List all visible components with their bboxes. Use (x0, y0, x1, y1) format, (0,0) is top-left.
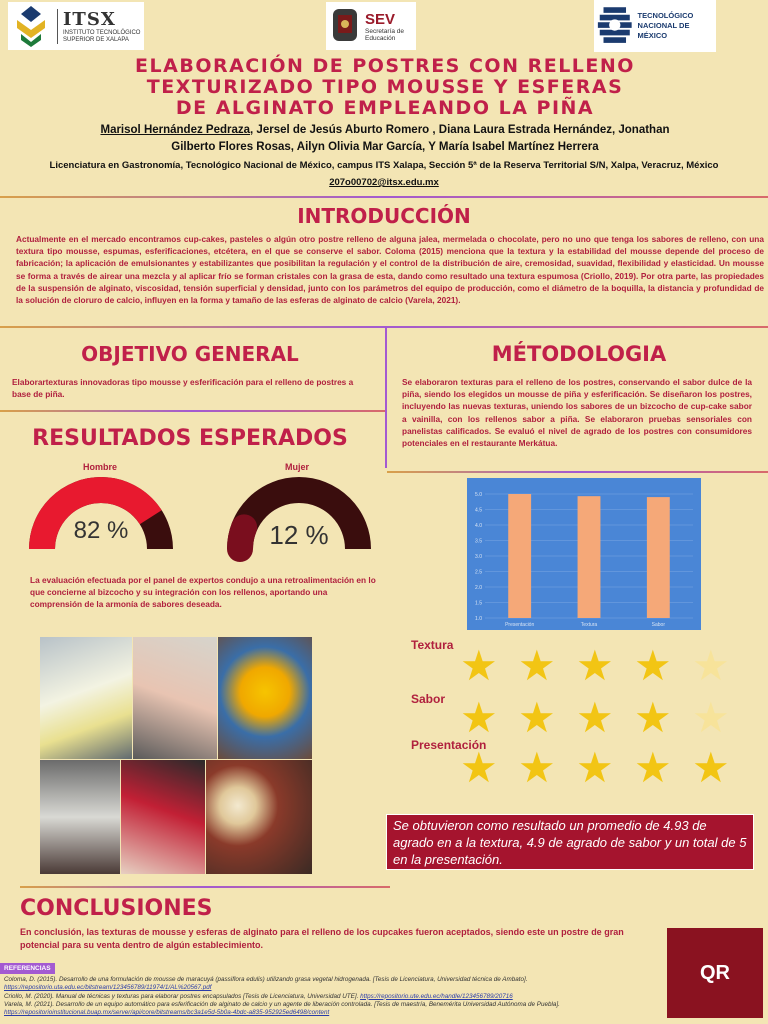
reference-link[interactable]: https://repositorio.ute.edu.ec/handle/123456789/20716 (360, 992, 513, 1000)
star-icon: ★ (518, 697, 556, 739)
x-tick-label: Presentación (505, 622, 535, 628)
title-line-1: ELABORACIÓN DE POSTRES CON RELLENO (135, 55, 635, 77)
reference-item (4, 993, 664, 1001)
tecnm-line1: TECNOLÓGICO (637, 11, 694, 20)
y-tick-label: 1.0 (475, 616, 482, 622)
gauge-value-mujer: 12 % (269, 520, 329, 550)
star-icon: ★ (576, 747, 614, 789)
star-icon: ★ (634, 747, 672, 789)
y-tick-label: 4.0 (475, 523, 482, 529)
star-icon: ★ (518, 645, 556, 687)
itsx-name: ITSX (63, 8, 116, 30)
divider (0, 326, 768, 328)
metodologia-text: Se elaboraron texturas para el relleno de los postres, conservando el sabor dulce de la piña, siendo los elegidos un mousse de piña y esferificación. Se diseñaron los postres, incluyendo las nuevas texturas, uniendo los sabores de un bizcocho de cup-cake sabor a vainilla, con los rellenos sabor a piña. Se elaboraron pruebas sensoriales con panelistas calificados. Se evaluó el nivel de agrado de los postres con consumidores potenciales en el restaurante Merkátua. (402, 377, 752, 449)
authors-line-1: , Jersel de Jesús Aburto Romero , Diana Laura Estrada Hernández, Jonathan (250, 124, 670, 136)
divider (20, 886, 390, 888)
reference-link[interactable]: https://repositorioinstitucional.buap.mx/server/api/core/bitstreams/bc3a1e5d-5b0a-4bdc-a835-952925ed6498/content (4, 1009, 330, 1017)
tecnm-emblem-icon (596, 2, 634, 50)
x-tick-label: Textura (580, 622, 598, 628)
metodologia-heading: MÉTODOLOGIA (491, 342, 667, 366)
summary-text: Se obtuvieron como resultado un promedio de 4.93 de agrado en a la textura, 4.9 de agrado de sabor y un total de 5 en la presentación. (393, 818, 747, 867)
rating-label-textura: Textura (411, 638, 454, 652)
divider (0, 196, 768, 198)
sev-subtitle: Secretaría de Educación (365, 27, 405, 42)
resultados-text: La evaluación efectuada por el panel de expertos condujo a una retroalimentación en lo que concierne al bizcocho y su integración con los rellenos, aportando una comprensión de la armonía de sabores deseada. (30, 575, 376, 610)
bar (508, 494, 531, 618)
photo-cupcake-tray (121, 760, 205, 874)
photo-pineapple-bowl (218, 637, 312, 759)
reference-text: Varela, M. (2021). Desarrollo de un equipo automático para esferificación de alginato de calcio y un agente de liberación controlada. [Tesis de maestría, Benemérita Universidad Autónoma de Puebla]. (4, 1000, 560, 1008)
references-label: REFERENCIAS (0, 963, 55, 974)
star-icon: ★ (634, 697, 672, 739)
objetivo-heading: OBJETIVO GENERAL (81, 342, 299, 366)
qr-box[interactable] (667, 928, 763, 1018)
divider (0, 410, 385, 412)
poster-title (60, 56, 710, 119)
gauge-label-mujer: Mujer (284, 462, 309, 472)
photo-mousse-bowl (40, 637, 132, 759)
star-icon: ★ (460, 697, 498, 739)
photo-collage (40, 637, 312, 874)
rating-label-sabor: Sabor (411, 692, 446, 706)
reference-item (4, 1001, 664, 1018)
photo-hands-spoon (133, 637, 217, 759)
tecnm-logo (594, 0, 716, 52)
sev-logo (326, 2, 416, 50)
rating-bar-chart (467, 478, 701, 630)
column-divider (385, 328, 387, 468)
qr-label: QR (700, 961, 730, 984)
intro-text: Actualmente en el mercado encontramos cup-cakes, pasteles o algún otro postre relleno de alguna jalea, mermelada o chocolate, pero no uno que tenga los sabores de relleno, con una textura tipo mousse, espumas, esferificaciones, etcétera, en el que se conserve el sabor. Coloma (2015) menciona que la textura y la estabilidad del mousse depende del proceso de fabricación; la aplicación de emulsionantes y estabilizantes que posibilitan la regulación y el control de la distribución de aire, cremosidad, suavidad, flexibilidad y elasticidad. Un mousse se forma a través de airear una mezcla y al aplicar frío se forman cristales con la grasa de esta, dando como resultado una textura espumosa (Criollo, 2019). Por otra parte, las propiedades de la suspensión de alginato, viscosidad, tensión superficial y densidad, junto con los parámetros del equipo de producción, como el diámetro de la boquilla, la distancia y profundidad de la solución de cloruro de calcio, influyen en la forma y tamaño de las esferas de alginato de calcio (Varela, 2021). (16, 234, 764, 306)
bar (647, 497, 670, 618)
y-tick-label: 1.5 (475, 600, 482, 607)
star-icon: ★ (460, 645, 498, 687)
title-line-2: TEXTURIZADO TIPO MOUSSE Y ESFERAS (146, 76, 624, 98)
star-icon: ★ (634, 645, 672, 687)
rating-label-presentacion: Presentación (411, 738, 487, 752)
itsx-emblem-icon (11, 4, 51, 48)
itsx-logo (8, 2, 144, 50)
gauge-label-hombre: Hombre (82, 462, 117, 472)
sev-name: SEV (365, 10, 396, 28)
star-icon: ★ (518, 747, 556, 789)
itsx-subtitle: INSTITUTO TECNOLÓGICO SUPERIOR DE XALAPA (63, 29, 141, 43)
authors-line-2: Gilberto Flores Rosas, Ailyn Olivia Mar García, Y María Isabel Martínez Herrera (171, 141, 599, 153)
first-author: Marisol Hernández Pedraza (100, 124, 251, 136)
objetivo-text: Elaborartexturas innovadoras tipo mousse y esferificación para el relleno de postres a base de piña. (12, 377, 354, 400)
star-icon: ★ (460, 747, 498, 789)
y-tick-label: 4.5 (475, 507, 482, 514)
reference-link[interactable]: https://repositorio.uta.edu.ec/bitstream/123456789/11974/1/AL%20567.pdf (4, 984, 212, 992)
star-icon: ★ (692, 697, 730, 739)
star-icon: ★ (692, 645, 730, 687)
star-icon: ★ (576, 645, 614, 687)
y-tick-label: 3.0 (475, 554, 482, 560)
reference-text: Coloma, D. (2015). Desarrollo de una formulación de mousse de maracuyá (passiflora edulis) utilizando grasa vegetal hidrogenada. [Tesis de Licenciatura, Universidad técnica de Ambato]. (4, 976, 528, 983)
gauge-value-hombre: 82 % (73, 517, 129, 544)
reference-text: Criollo, M. (2020). Manual de técnicas y texturas para elaborar postres encapsulados [Tesis de Licenciatura, Universidad UTE]. (4, 992, 359, 1000)
affiliation: Licenciatura en Gastronomía, Tecnológico Nacional de México, campus ITS Xalapa, Sección 5ª de la Reserva Territorial S/N, Xalpa, Veracruz, México (49, 160, 719, 171)
star-ratings (460, 645, 750, 795)
intro-heading: INTRODUCCIÓN (297, 204, 471, 228)
gauge-mujer (224, 474, 374, 564)
reference-item (4, 976, 664, 993)
conclusiones-heading: CONCLUSIONES (20, 896, 213, 921)
y-tick-label: 2.5 (475, 569, 482, 576)
references-list (4, 976, 664, 1017)
resultados-heading: RESULTADOS ESPERADOS (32, 426, 348, 451)
star-icon: ★ (692, 747, 730, 789)
y-tick-label: 5.0 (475, 492, 482, 498)
gauge-hombre (26, 474, 176, 564)
y-tick-label: 2.0 (475, 585, 482, 591)
y-tick-label: 3.5 (475, 538, 482, 545)
divider (387, 471, 768, 473)
tecnm-line2: NACIONAL DE MÉXICO (637, 21, 690, 40)
authors (30, 122, 740, 156)
conclusiones-text: En conclusión, las texturas de mousse y esferas de alginato para el relleno de los cupcakes fueron aceptados, siendo este un postre de gran potencial para su venta dentro de algún establecimiento. (20, 927, 624, 950)
contact-email[interactable]: 207o00702@itsx.edu.mx (329, 177, 439, 188)
star-icon: ★ (576, 697, 614, 739)
bar (578, 496, 601, 618)
photo-filling-cupcakes (40, 760, 120, 874)
sev-emblem-icon (329, 5, 361, 47)
summary-box (386, 814, 754, 870)
photo-finished-cupcakes (206, 760, 312, 874)
x-tick-label: Sabor (651, 622, 666, 628)
title-line-3: DE ALGINATO EMPLEANDO LA PIÑA (175, 97, 595, 119)
